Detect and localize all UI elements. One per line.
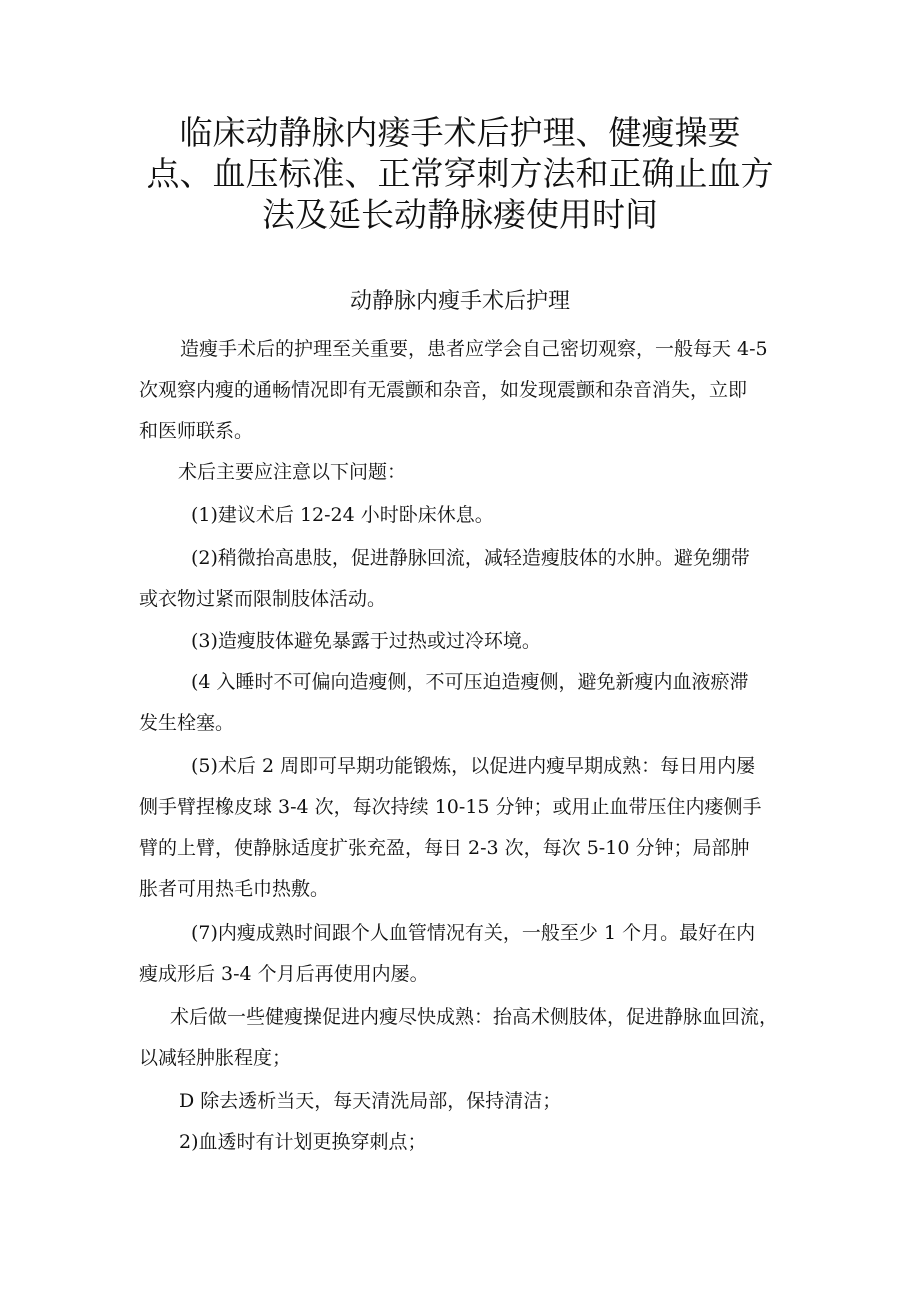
paragraph-line: 以减轻肿胀程度；: [139, 1047, 292, 1069]
paragraph-line: 术后主要应注意以下问题：: [178, 461, 407, 483]
paragraph-line: 术后做一些健瘦操促进内瘦尽快成熟：抬高术侧肢体，促进静脉血回流，: [170, 1006, 779, 1028]
paragraph-line: (2)稍微抬高患肢，促进静脉回流，减轻造瘦肢体的水肿。避免绷带: [191, 547, 750, 569]
paragraph-line: 瘦成形后 3-4 个月后再使用内屡。: [139, 963, 429, 985]
list-item: [139, 621, 785, 662]
paragraph-line: 和医师联系。: [139, 420, 254, 442]
paragraph-line: D 除去透析当天，每天清洗局部，保持清洁；: [179, 1090, 562, 1112]
paragraph: [139, 329, 785, 452]
paragraph: [139, 452, 785, 493]
paragraph-line: (4 入睡时不可偏向造瘦侧，不可压迫造瘦侧，避免新瘦内血液瘀滞: [191, 671, 749, 693]
paragraph-line: 发生栓塞。: [139, 712, 235, 734]
paragraph: [139, 997, 785, 1079]
paragraph-line: 臂的上臂，使静脉适度扩张充盈，每日 2-3 次，每次 5-10 分钟；局部肿: [139, 837, 750, 859]
paragraph-line: 或衣物过紧而限制肢体活动。: [139, 588, 387, 610]
list-item: [139, 538, 785, 620]
paragraph-line: 2)血透时有计划更换穿刺点；: [179, 1131, 427, 1153]
section-title: 动静脉内瘦手术后护理: [349, 289, 570, 314]
list-item: [139, 913, 785, 995]
paragraph-line: 胀者可用热毛巾热敷。: [139, 878, 330, 900]
list-item: [139, 1081, 785, 1122]
list-item: [139, 495, 785, 536]
paragraph-line: (3)造瘦肢体避免暴露于过热或过冷环境。: [191, 630, 541, 652]
paragraph-line: (5)术后 2 周即可早期功能锻炼，以促进内瘦早期成熟：每日用内屡: [191, 755, 756, 777]
title-line: 临床动静脉内瘘手术后护理、健瘦操要: [179, 113, 741, 152]
title-line: 法及延长动静脉瘘使用时间: [262, 195, 658, 234]
document-title: [110, 112, 810, 235]
paragraph-line: (1)建议术后 12-24 小时卧床休息。: [191, 504, 494, 526]
list-item: [139, 1122, 785, 1163]
paragraph-line: 次观察内瘦的通畅情况即有无震颤和杂音，如发现震颤和杂音消失，立即: [139, 379, 748, 401]
paragraph-line: 侧手臂捏橡皮球 3-4 次，每次持续 10-15 分钟；或用止血带压住内瘘侧手: [139, 796, 762, 818]
paragraph-line: (7)内瘦成熟时间跟个人血管情况有关，一般至少 1 个月。最好在内: [191, 922, 756, 944]
title-line: 点、血压标准、正常穿刺方法和正确止血方: [146, 154, 774, 193]
paragraph-line: 造瘦手术后的护理至关重要，患者应学会自己密切观察，一般每天 4-5: [180, 338, 768, 360]
list-item: [139, 662, 785, 744]
list-item: [139, 746, 785, 910]
